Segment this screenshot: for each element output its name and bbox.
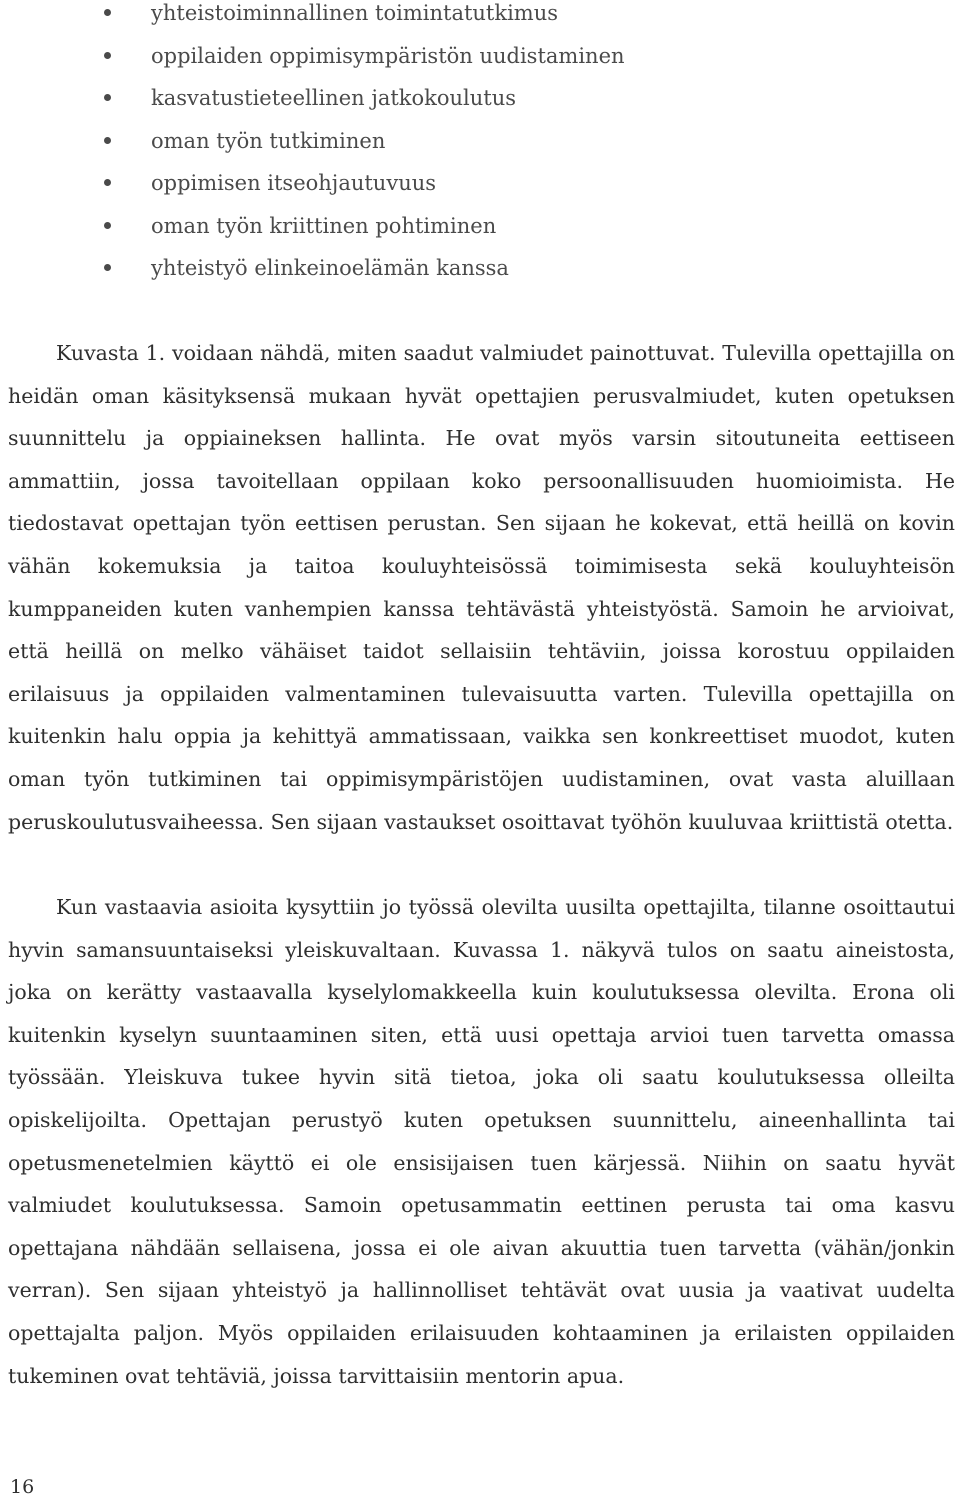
bullet-item — [0, 128, 960, 171]
bullet-dot-icon — [104, 264, 111, 271]
bullet-dot-icon — [104, 9, 111, 16]
bullet-text: oman työn kriittinen pohtiminen — [151, 213, 497, 238]
bullet-item — [0, 213, 960, 256]
bullet-item — [0, 85, 960, 128]
bullet-dot-icon — [104, 222, 111, 229]
bullet-list — [0, 0, 960, 298]
bullet-text: oppimisen itseohjautuvuus — [151, 171, 437, 195]
bullet-item — [0, 255, 960, 298]
bullet-dot-icon — [104, 137, 111, 144]
bullet-dot-icon — [104, 52, 111, 59]
body-paragraph-1: Kuvasta 1. voidaan nähdä, miten saadut valmiudet painottuvat. Tulevilla opettajilla on heidän oman käsityksensä mukaan hyvät opettajien perusvalmiudet, kuten opetuksen suunnittelu ja oppiaineksen hallinta. He ovat myös varsin sitoutuneita eettiseen ammattiin, jossa tavoitellaan oppilaan koko persoonallisuuden huomioimista. He tiedostavat opettajan työn eettisen perustan. Sen sijaan he kokevat, että heillä on kovin vähän kokemuksia ja taitoa kouluyhteisössä toimimisesta sekä kouluyhteisön kumppaneiden kuten vanhempien kanssa tehtävästä yhteistyöstä. Samoin he arvioivat, että heillä on melko vähäiset taidot sellaisiin tehtäviin, joissa korostuu oppilaiden erilaisuus ja oppilaiden valmentaminen tulevaisuutta varten. Tulevilla opettajilla on kuitenkin halu oppia ja kehittyä ammatissaan, vaikka sen konkreettiset muodot, kuten oman työn tutkiminen tai oppimisympäristöjen uudistaminen, ovat vasta aluillaan peruskoulutusvaiheessa. Sen sijaan vastaukset osoittavat työhön kuuluvaa kriittistä otetta. — [8, 341, 955, 834]
body-paragraph-2: Kun vastaavia asioita kysyttiin jo työssä olevilta uusilta opettajilta, tilanne osoittautui hyvin samansuuntaiseksi yleiskuvaltaan. Kuvassa 1. näkyvä tulos on saatu aineistosta, joka on kerätty vastaavalla kyselylomakkeella kuin koulutuksessa olevilta. Erona oli kuitenkin kyselyn suuntaaminen siten, että uusi opettaja arvioi tuen tarvetta omassa työssään. Yleiskuva tukee hyvin sitä tietoa, joka oli saatu koulutuksessa olleilta opiskelijoilta. Opettajan perustyö kuten opetuksen suunnittelu, aineenhallinta tai opetusmenetelmien käyttö ei ole ensisijaisen tuen kärjessä. Niihin on saatu hyvät valmiudet koulutuksessa. Samoin opetusammatin eettinen perusta tai oma kasvu opettajana nähdään sellaisena, jossa ei ole aivan akuuttia tuen tarvetta (vähän/jonkin verran). Sen sijaan yhteistyö ja hallinnolliset tehtävät ovat uusia ja vaativat uudelta opettajalta paljon. Myös oppilaiden erilaisuuden kohtaaminen ja erilaisten oppilaiden tukeminen ovat tehtäviä, joissa tarvittaisiin mentorin apua. — [8, 895, 955, 1388]
bullet-item — [0, 0, 960, 43]
bullet-dot-icon — [104, 179, 111, 186]
bullet-text: oman työn tutkiminen — [151, 128, 386, 153]
page-number: 16 — [10, 1476, 35, 1498]
bullet-text: yhteistyö elinkeinoelämän kanssa — [151, 256, 509, 280]
bullet-dot-icon — [104, 94, 111, 101]
bullet-text: yhteistoiminnallinen toimintatutkimus — [151, 1, 559, 25]
bullet-text: oppilaiden oppimisympäristön uudistaminen — [151, 43, 625, 68]
bullet-item — [0, 170, 960, 213]
bullet-text: kasvatustieteellinen jatkokoulutus — [151, 86, 517, 110]
bullet-item — [0, 43, 960, 86]
